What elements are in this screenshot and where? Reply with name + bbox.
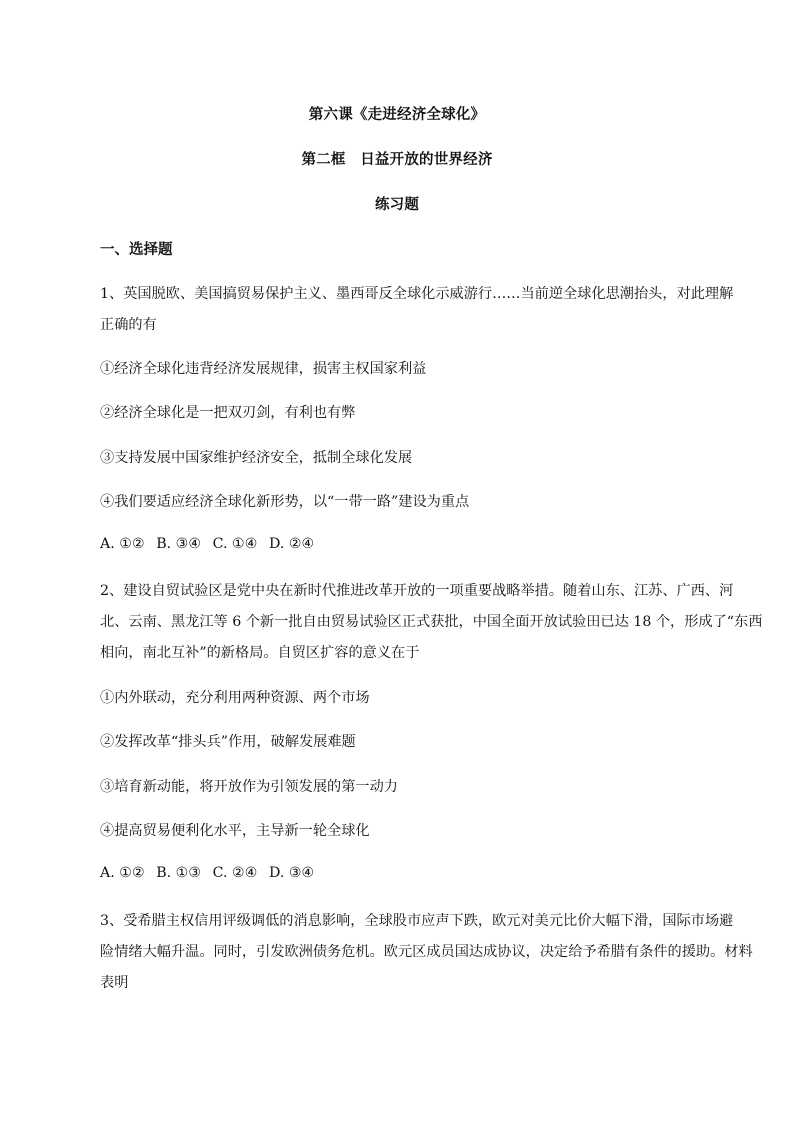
q1-stem-line2: 正确的有 — [100, 317, 157, 333]
q1-option-a[interactable]: A. ①② — [100, 536, 145, 552]
q2-stem-line3: 相向，南北互补”的新格局。自贸区扩容的意义在于 — [100, 645, 420, 661]
q2-option-c[interactable]: C. ②④ — [212, 865, 258, 881]
q1-item-3: ③支持发展中国家维护经济安全，抵制全球化发展 — [100, 450, 413, 466]
q2-options — [100, 865, 321, 881]
q3-stem-line3: 表明 — [100, 975, 129, 991]
q1-option-c[interactable]: C. ①④ — [212, 536, 258, 552]
q3-stem-line2: 险情绪大幅升温。同时，引发欧洲债务危机。欧元区成员国达成协议，决定给予希腊有条件的援助。材料 — [100, 944, 753, 960]
q2-option-d[interactable]: D. ③④ — [268, 865, 315, 881]
q1-option-d[interactable]: D. ②④ — [268, 536, 315, 552]
q2-option-a[interactable]: A. ①② — [100, 865, 145, 881]
q1-item-4: ④我们要适应经济全球化新形势，以“一带一路”建设为重点 — [100, 494, 470, 510]
lesson-title: 第六课《走进经济全球化》 — [308, 106, 486, 123]
q3-stem-line1: 3、受希腊主权信用评级调低的消息影响，全球股市应声下跌，欧元对美元比价大幅下滑，国际市场避 — [100, 913, 734, 929]
q2-stem-line2: 北、云南、黑龙江等 6 个新一批自由贸易试验区正式获批，中国全面开放试验田已达 18 个，形成了“东西 — [100, 614, 763, 630]
section-title: 第二框 日益开放的世界经济 — [301, 151, 493, 168]
exercise-title: 练习题 — [374, 196, 420, 213]
q1-item-1: ①经济全球化违背经济发展规律，损害主权国家利益 — [100, 361, 427, 377]
q2-item-1: ①内外联动，充分利用两种资源、两个市场 — [100, 690, 370, 706]
q2-stem-line1: 2、建设自贸试验区是党中央在新时代推进改革开放的一项重要战略举措。随着山东、江苏、广西、河 — [100, 583, 734, 599]
q2-option-b[interactable]: B. ①③ — [156, 865, 202, 881]
q1-stem-line1: 1、英国脱欧、美国搞贸易保护主义、墨西哥反全球化示威游行……当前逆全球化思潮抬头，对此理解 — [100, 286, 734, 302]
q2-item-4: ④提高贸易便利化水平，主导新一轮全球化 — [100, 823, 370, 839]
q2-item-3: ③培育新动能，将开放作为引领发展的第一动力 — [100, 779, 398, 795]
section-heading: 一、选择题 — [100, 241, 173, 258]
q1-options — [100, 536, 321, 552]
q1-option-b[interactable]: B. ③④ — [156, 536, 202, 552]
q2-item-2: ②发挥改革“排头兵”作用，破解发展难题 — [100, 734, 356, 750]
q1-item-2: ②经济全球化是一把双刃剑，有利也有弊 — [100, 405, 356, 421]
